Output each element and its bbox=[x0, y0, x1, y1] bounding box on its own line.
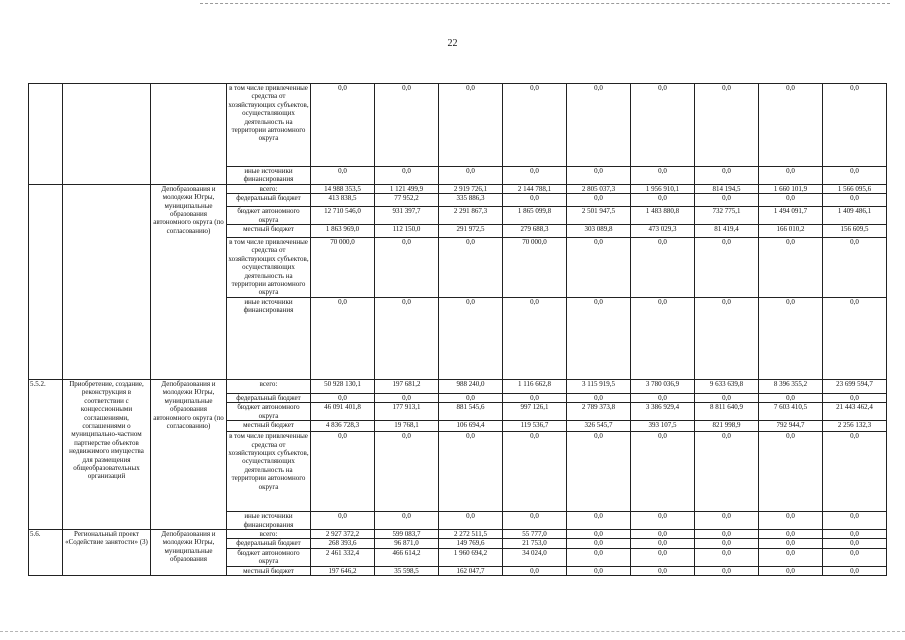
amount-cell: 46 091 401,8 bbox=[311, 403, 375, 421]
amount-cell: 0,0 bbox=[631, 238, 695, 298]
amount-cell: 268 393,6 bbox=[311, 539, 375, 548]
amount-cell: 0,0 bbox=[631, 566, 695, 575]
amount-cell: 0,0 bbox=[375, 432, 439, 512]
amount-cell: 0,0 bbox=[567, 539, 631, 548]
amount-cell: 0,0 bbox=[823, 84, 887, 167]
amount-cell: 2 461 332,4 bbox=[311, 548, 375, 566]
amount-cell: 2 272 511,5 bbox=[439, 529, 503, 538]
amount-cell: 303 089,8 bbox=[567, 225, 631, 238]
amount-cell: 119 536,7 bbox=[503, 421, 567, 432]
amount-cell: 0,0 bbox=[759, 393, 823, 402]
amount-cell: 0,0 bbox=[823, 238, 887, 298]
amount-cell: 0,0 bbox=[311, 84, 375, 167]
top-scan-edge bbox=[200, 3, 890, 4]
amount-cell: 0,0 bbox=[439, 393, 503, 402]
amount-cell: 4 836 728,3 bbox=[311, 421, 375, 432]
amount-cell: 0,0 bbox=[567, 84, 631, 167]
table-row bbox=[29, 84, 887, 167]
amount-cell: 0,0 bbox=[695, 194, 759, 207]
amount-cell: 0,0 bbox=[631, 548, 695, 566]
funding-source-label: бюджет автономного округа bbox=[227, 403, 311, 421]
amount-cell: 792 944,7 bbox=[759, 421, 823, 432]
amount-cell: 0,0 bbox=[695, 529, 759, 538]
amount-cell: 0,0 bbox=[375, 238, 439, 298]
table-row bbox=[29, 379, 887, 393]
amount-cell: 1 660 101,9 bbox=[759, 184, 823, 193]
amount-cell: 1 116 662,8 bbox=[503, 379, 567, 393]
amount-cell: 2 805 037,3 bbox=[567, 184, 631, 193]
amount-cell: 0,0 bbox=[823, 512, 887, 530]
amount-cell: 0,0 bbox=[631, 432, 695, 512]
amount-cell: 0,0 bbox=[759, 566, 823, 575]
amount-cell: 0,0 bbox=[631, 297, 695, 379]
amount-cell: 55 777,0 bbox=[503, 529, 567, 538]
amount-cell: 0,0 bbox=[311, 297, 375, 379]
amount-cell: 413 838,5 bbox=[311, 194, 375, 207]
amount-cell: 0,0 bbox=[759, 432, 823, 512]
amount-cell: 0,0 bbox=[503, 512, 567, 530]
amount-cell: 197 681,2 bbox=[375, 379, 439, 393]
funding-source-label: местный бюджет bbox=[227, 225, 311, 238]
amount-cell: 3 780 036,9 bbox=[631, 379, 695, 393]
event-name: Региональный проект «Содействие занятости» (3) bbox=[63, 529, 151, 575]
amount-cell: 1 960 694,2 bbox=[439, 548, 503, 566]
amount-cell: 2 927 372,2 bbox=[311, 529, 375, 538]
amount-cell: 1 121 499,9 bbox=[375, 184, 439, 193]
responsible-org: Депобразования и молодежи Югры, муниципальные образования автономного округа (по согласованию) bbox=[151, 379, 227, 529]
amount-cell: 0,0 bbox=[631, 167, 695, 185]
amount-cell: 3 386 929,4 bbox=[631, 403, 695, 421]
amount-cell: 997 126,1 bbox=[503, 403, 567, 421]
amount-cell: 0,0 bbox=[759, 167, 823, 185]
amount-cell: 77 952,2 bbox=[375, 194, 439, 207]
amount-cell: 149 769,6 bbox=[439, 539, 503, 548]
amount-cell: 393 107,5 bbox=[631, 421, 695, 432]
amount-cell: 0,0 bbox=[503, 297, 567, 379]
funding-source-label: иные источники финансирования bbox=[227, 297, 311, 379]
amount-cell: 0,0 bbox=[503, 432, 567, 512]
funding-source-label: в том числе привлеченные средства от хозяйствующих субъектов, осуществляющих деятельность на территории автономного округа bbox=[227, 432, 311, 512]
amount-cell: 162 047,7 bbox=[439, 566, 503, 575]
amount-cell: 0,0 bbox=[695, 393, 759, 402]
amount-cell: 0,0 bbox=[631, 539, 695, 548]
amount-cell: 2 256 132,3 bbox=[823, 421, 887, 432]
amount-cell: 8 396 355,2 bbox=[759, 379, 823, 393]
amount-cell: 0,0 bbox=[439, 238, 503, 298]
amount-cell: 0,0 bbox=[439, 167, 503, 185]
amount-cell: 1 494 091,7 bbox=[759, 207, 823, 225]
amount-cell: 9 633 639,8 bbox=[695, 379, 759, 393]
amount-cell: 0,0 bbox=[503, 167, 567, 185]
amount-cell: 0,0 bbox=[567, 194, 631, 207]
amount-cell: 0,0 bbox=[311, 432, 375, 512]
event-name bbox=[63, 184, 151, 379]
amount-cell: 473 029,3 bbox=[631, 225, 695, 238]
amount-cell: 1 483 880,8 bbox=[631, 207, 695, 225]
amount-cell: 8 811 640,9 bbox=[695, 403, 759, 421]
funding-source-label: бюджет автономного округа bbox=[227, 548, 311, 566]
amount-cell: 0,0 bbox=[695, 432, 759, 512]
amount-cell: 0,0 bbox=[823, 529, 887, 538]
funding-source-label: федеральный бюджет bbox=[227, 194, 311, 207]
amount-cell: 881 545,6 bbox=[439, 403, 503, 421]
amount-cell: 988 240,0 bbox=[439, 379, 503, 393]
amount-cell: 19 768,1 bbox=[375, 421, 439, 432]
amount-cell: 0,0 bbox=[759, 539, 823, 548]
amount-cell: 0,0 bbox=[567, 566, 631, 575]
amount-cell: 0,0 bbox=[695, 297, 759, 379]
amount-cell: 0,0 bbox=[375, 167, 439, 185]
funding-source-label: федеральный бюджет bbox=[227, 393, 311, 402]
amount-cell: 3 115 919,5 bbox=[567, 379, 631, 393]
amount-cell: 2 501 947,5 bbox=[567, 207, 631, 225]
amount-cell: 0,0 bbox=[503, 393, 567, 402]
amount-cell: 2 789 373,8 bbox=[567, 403, 631, 421]
amount-cell: 0,0 bbox=[503, 566, 567, 575]
amount-cell: 0,0 bbox=[695, 548, 759, 566]
amount-cell: 106 694,4 bbox=[439, 421, 503, 432]
amount-cell: 2 144 788,1 bbox=[503, 184, 567, 193]
funding-source-label: в том числе привлеченные средства от хозяйствующих субъектов, осуществляющих деятельность на территории автономного округа bbox=[228, 238, 309, 297]
page-number: 22 bbox=[447, 38, 458, 49]
amount-cell: 0,0 bbox=[567, 297, 631, 379]
amount-cell: 0,0 bbox=[823, 393, 887, 402]
amount-cell: 0,0 bbox=[503, 84, 567, 167]
amount-cell: 0,0 bbox=[375, 84, 439, 167]
amount-cell: 21 753,0 bbox=[503, 539, 567, 548]
amount-cell: 0,0 bbox=[823, 566, 887, 575]
amount-cell: 0,0 bbox=[823, 432, 887, 512]
amount-cell: 0,0 bbox=[631, 529, 695, 538]
funding-source-label: бюджет автономного округа bbox=[227, 207, 311, 225]
amount-cell: 34 024,0 bbox=[503, 548, 567, 566]
amount-cell: 0,0 bbox=[439, 297, 503, 379]
amount-cell: 279 688,3 bbox=[503, 225, 567, 238]
amount-cell: 326 545,7 bbox=[567, 421, 631, 432]
amount-cell: 291 972,5 bbox=[439, 225, 503, 238]
amount-cell: 7 603 410,5 bbox=[759, 403, 823, 421]
amount-cell: 0,0 bbox=[759, 548, 823, 566]
amount-cell: 0,0 bbox=[503, 194, 567, 207]
amount-cell: 0,0 bbox=[439, 512, 503, 530]
funding-source-label: всего: bbox=[227, 184, 311, 193]
amount-cell: 0,0 bbox=[311, 512, 375, 530]
amount-cell: 821 998,9 bbox=[695, 421, 759, 432]
funding-source-label: иные источники финансирования bbox=[227, 512, 311, 530]
amount-cell: 0,0 bbox=[311, 167, 375, 185]
amount-cell: 0,0 bbox=[759, 297, 823, 379]
amount-cell: 197 646,2 bbox=[311, 566, 375, 575]
amount-cell: 0,0 bbox=[759, 84, 823, 167]
amount-cell: 81 419,4 bbox=[695, 225, 759, 238]
amount-cell: 177 913,1 bbox=[375, 403, 439, 421]
amount-cell: 1 956 910,1 bbox=[631, 184, 695, 193]
amount-cell: 1 863 969,0 bbox=[311, 225, 375, 238]
amount-cell: 0,0 bbox=[439, 432, 503, 512]
table-row bbox=[29, 529, 887, 538]
amount-cell: 23 699 594,7 bbox=[823, 379, 887, 393]
event-name: Приобретение, создание, реконструкция в соответствии с концессионными соглашениями, соглашениями о муниципально-частном партнерстве объектов недвижимого имущества для размещения общеобразовательных организаций bbox=[63, 379, 151, 529]
amount-cell: 1 409 486,1 bbox=[823, 207, 887, 225]
amount-cell: 0,0 bbox=[695, 167, 759, 185]
amount-cell: 96 871,0 bbox=[375, 539, 439, 548]
amount-cell: 0,0 bbox=[823, 297, 887, 379]
amount-cell: 0,0 bbox=[759, 512, 823, 530]
amount-cell: 70 000,0 bbox=[503, 238, 567, 298]
amount-cell: 0,0 bbox=[631, 194, 695, 207]
funding-source-label: в том числе привлеченные средства от хозяйствующих субъектов, осуществляющих деятельность на территории автономного округа bbox=[227, 84, 311, 167]
amount-cell: 0,0 bbox=[439, 84, 503, 167]
responsible-org: Депобразования и молодежи Югры, муниципальные образования автономного округа (по согласованию) bbox=[151, 184, 227, 379]
table-row bbox=[29, 184, 887, 193]
funding-source-label: иные источники финансирования bbox=[227, 167, 311, 185]
amount-cell: 0,0 bbox=[695, 84, 759, 167]
amount-cell: 0,0 bbox=[759, 238, 823, 298]
amount-cell: 0,0 bbox=[823, 194, 887, 207]
amount-cell: 2 919 726,1 bbox=[439, 184, 503, 193]
funding-source-label: местный бюджет bbox=[227, 566, 311, 575]
amount-cell: 0,0 bbox=[631, 512, 695, 530]
amount-cell: 0,0 bbox=[375, 393, 439, 402]
row-number bbox=[29, 184, 63, 379]
amount-cell: 0,0 bbox=[695, 512, 759, 530]
amount-cell: 931 397,7 bbox=[375, 207, 439, 225]
responsible-org bbox=[151, 84, 227, 185]
amount-cell: 21 443 462,4 bbox=[823, 403, 887, 421]
amount-cell: 112 150,0 bbox=[375, 225, 439, 238]
amount-cell: 1 566 095,6 bbox=[823, 184, 887, 193]
amount-cell: 35 598,5 bbox=[375, 566, 439, 575]
amount-cell: 70 000,0 bbox=[311, 238, 375, 298]
funding-source-label: федеральный бюджет bbox=[227, 539, 311, 548]
amount-cell: 335 886,3 bbox=[439, 194, 503, 207]
amount-cell: 0,0 bbox=[567, 167, 631, 185]
amount-cell: 0,0 bbox=[567, 432, 631, 512]
amount-cell: 0,0 bbox=[695, 539, 759, 548]
amount-cell: 0,0 bbox=[759, 529, 823, 538]
amount-cell: 0,0 bbox=[823, 548, 887, 566]
funding-source-label: местный бюджет bbox=[227, 421, 311, 432]
amount-cell: 0,0 bbox=[631, 393, 695, 402]
amount-cell: 166 010,2 bbox=[759, 225, 823, 238]
amount-cell: 466 614,2 bbox=[375, 548, 439, 566]
responsible-org: Депобразования и молодежи Югры, муниципальные образования bbox=[151, 529, 227, 575]
row-number: 5.6. bbox=[29, 529, 63, 575]
amount-cell: 0,0 bbox=[567, 238, 631, 298]
amount-cell: 0,0 bbox=[823, 167, 887, 185]
amount-cell: 0,0 bbox=[567, 529, 631, 538]
amount-cell: 0,0 bbox=[567, 548, 631, 566]
row-number: 5.5.2. bbox=[29, 379, 63, 529]
bottom-scan-edge bbox=[0, 631, 905, 632]
event-name bbox=[63, 84, 151, 185]
amount-cell: 156 609,5 bbox=[823, 225, 887, 238]
funding-source-label: всего: bbox=[227, 529, 311, 538]
amount-cell: 50 928 130,1 bbox=[311, 379, 375, 393]
amount-cell: 0,0 bbox=[567, 393, 631, 402]
funding-source-label: всего: bbox=[227, 379, 311, 393]
amount-cell: 0,0 bbox=[695, 238, 759, 298]
amount-cell: 599 083,7 bbox=[375, 529, 439, 538]
amount-cell: 12 710 546,0 bbox=[311, 207, 375, 225]
amount-cell: 0,0 bbox=[567, 512, 631, 530]
amount-cell: 0,0 bbox=[823, 539, 887, 548]
amount-cell: 0,0 bbox=[759, 194, 823, 207]
amount-cell: 814 194,5 bbox=[695, 184, 759, 193]
amount-cell: 732 775,1 bbox=[695, 207, 759, 225]
amount-cell: 0,0 bbox=[311, 393, 375, 402]
amount-cell: 0,0 bbox=[631, 84, 695, 167]
amount-cell: 0,0 bbox=[695, 566, 759, 575]
amount-cell: 0,0 bbox=[375, 297, 439, 379]
budget-table bbox=[28, 83, 887, 576]
row-number bbox=[29, 84, 63, 185]
amount-cell: 14 988 353,5 bbox=[311, 184, 375, 193]
amount-cell: 1 865 099,8 bbox=[503, 207, 567, 225]
amount-cell: 2 291 867,3 bbox=[439, 207, 503, 225]
table-body bbox=[29, 84, 887, 576]
amount-cell: 0,0 bbox=[375, 512, 439, 530]
